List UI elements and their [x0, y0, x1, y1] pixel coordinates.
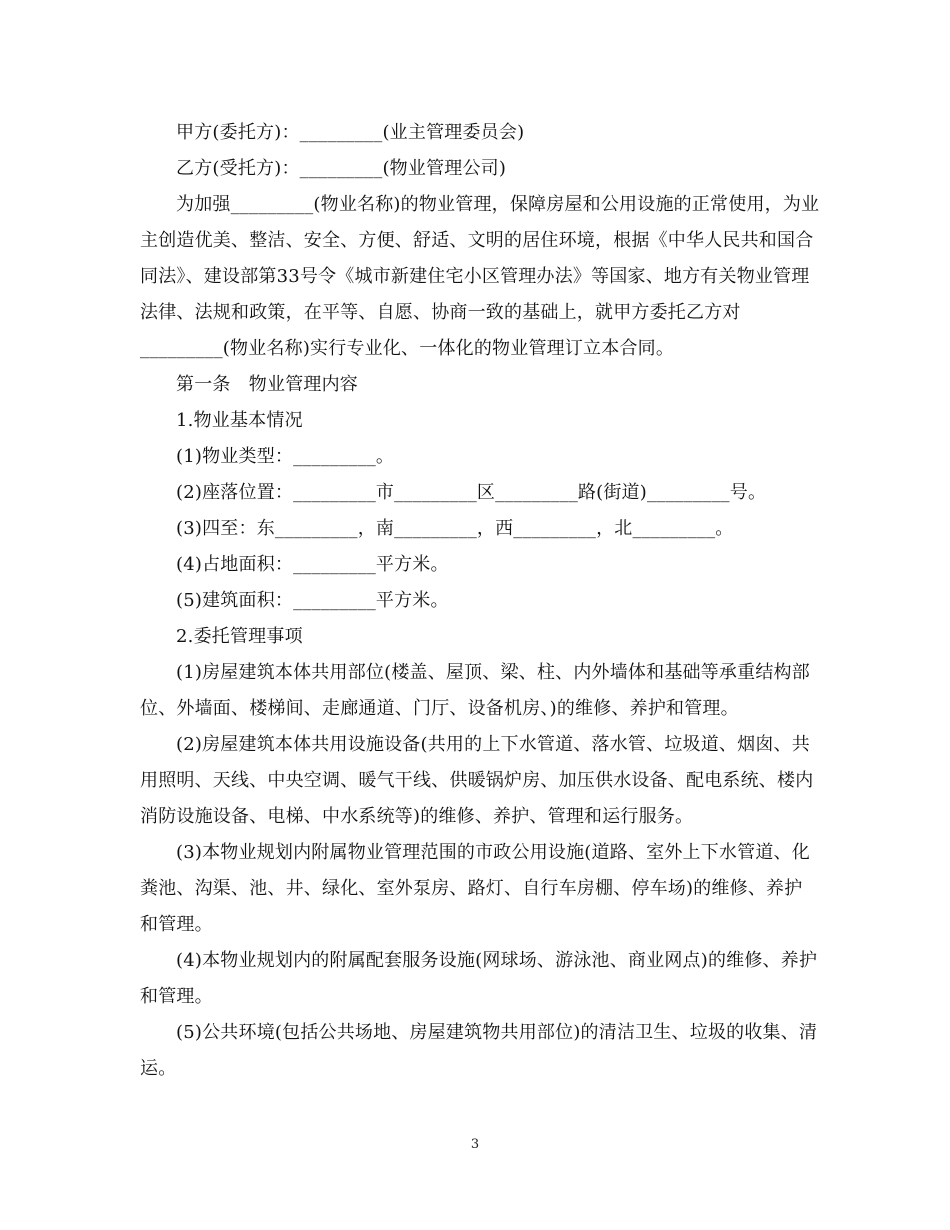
property-type-line: (1)物业类型：_________。 — [176, 446, 395, 467]
document-body — [140, 115, 820, 1087]
entrusted-item-4: (4)本物业规划内的附属配套服务设施(网球场、游泳池、商业网点)的维修、养护和管理。 — [140, 950, 818, 1007]
entrusted-item-3: (3)本物业规划内附属物业管理范围的市政公用设施(道路、室外上下水管道、化粪池、沟渠、池、井、绿化、室外泵房、路灯、自行车房棚、停车场)的维修、养护和管理。 — [140, 842, 810, 935]
land-area-line: (4)占地面积：_________平方米。 — [176, 554, 449, 575]
article-one-heading: 第一条 物业管理内容 — [176, 374, 358, 395]
section-entrusted-matters-heading: 2.委托管理事项 — [176, 626, 303, 647]
boundaries-line: (3)四至：东_________，南_________，西_________，北_________。 — [176, 518, 734, 539]
page-number: 3 — [470, 1137, 480, 1152]
preamble-paragraph: 为加强_________(物业名称)的物业管理，保障房屋和公用设施的正常使用，为业主创造优美、整洁、安全、方便、舒适、文明的居住环境，根据《中华人民共和国合同法》、建设部第33号令《城市新建住宅小区管理办法》等国家、地方有关物业管理法律、法规和政策，在平等、自愿、协商一致的基础上，就甲方委托乙方对_________(物业名称)实行专业化、一体化的物业管理订立本合同。 — [140, 194, 820, 359]
party-b-line: 乙方(受托方)：_________(物业管理公司) — [176, 158, 507, 179]
entrusted-item-5: (5)公共环境(包括公共场地、房屋建筑物共用部位)的清洁卫生、垃圾的收集、清运。 — [140, 1022, 818, 1079]
section-basic-info-heading: 1.物业基本情况 — [176, 410, 303, 431]
party-a-line: 甲方(委托方)：_________(业主管理委员会) — [176, 122, 525, 143]
entrusted-item-1: (1)房屋建筑本体共用部位(楼盖、屋顶、梁、柱、内外墙体和基础等承重结构部位、外墙面、楼梯间、走廊通道、门厅、设备机房、)的维修、养护和管理。 — [140, 662, 810, 719]
building-area-line: (5)建筑面积：_________平方米。 — [176, 590, 449, 611]
entrusted-item-2: (2)房屋建筑本体共用设施设备(共用的上下水管道、落水管、垃圾道、烟囱、共用照明、天线、中央空调、暖气干线、供暖锅炉房、加压供水设备、配电系统、楼内消防设施设备、电梯、中水系统等)的维修、养护、管理和运行服务。 — [140, 734, 814, 827]
location-line: (2)座落位置：_________市_________区_________路(街道)_________号。 — [176, 482, 767, 503]
